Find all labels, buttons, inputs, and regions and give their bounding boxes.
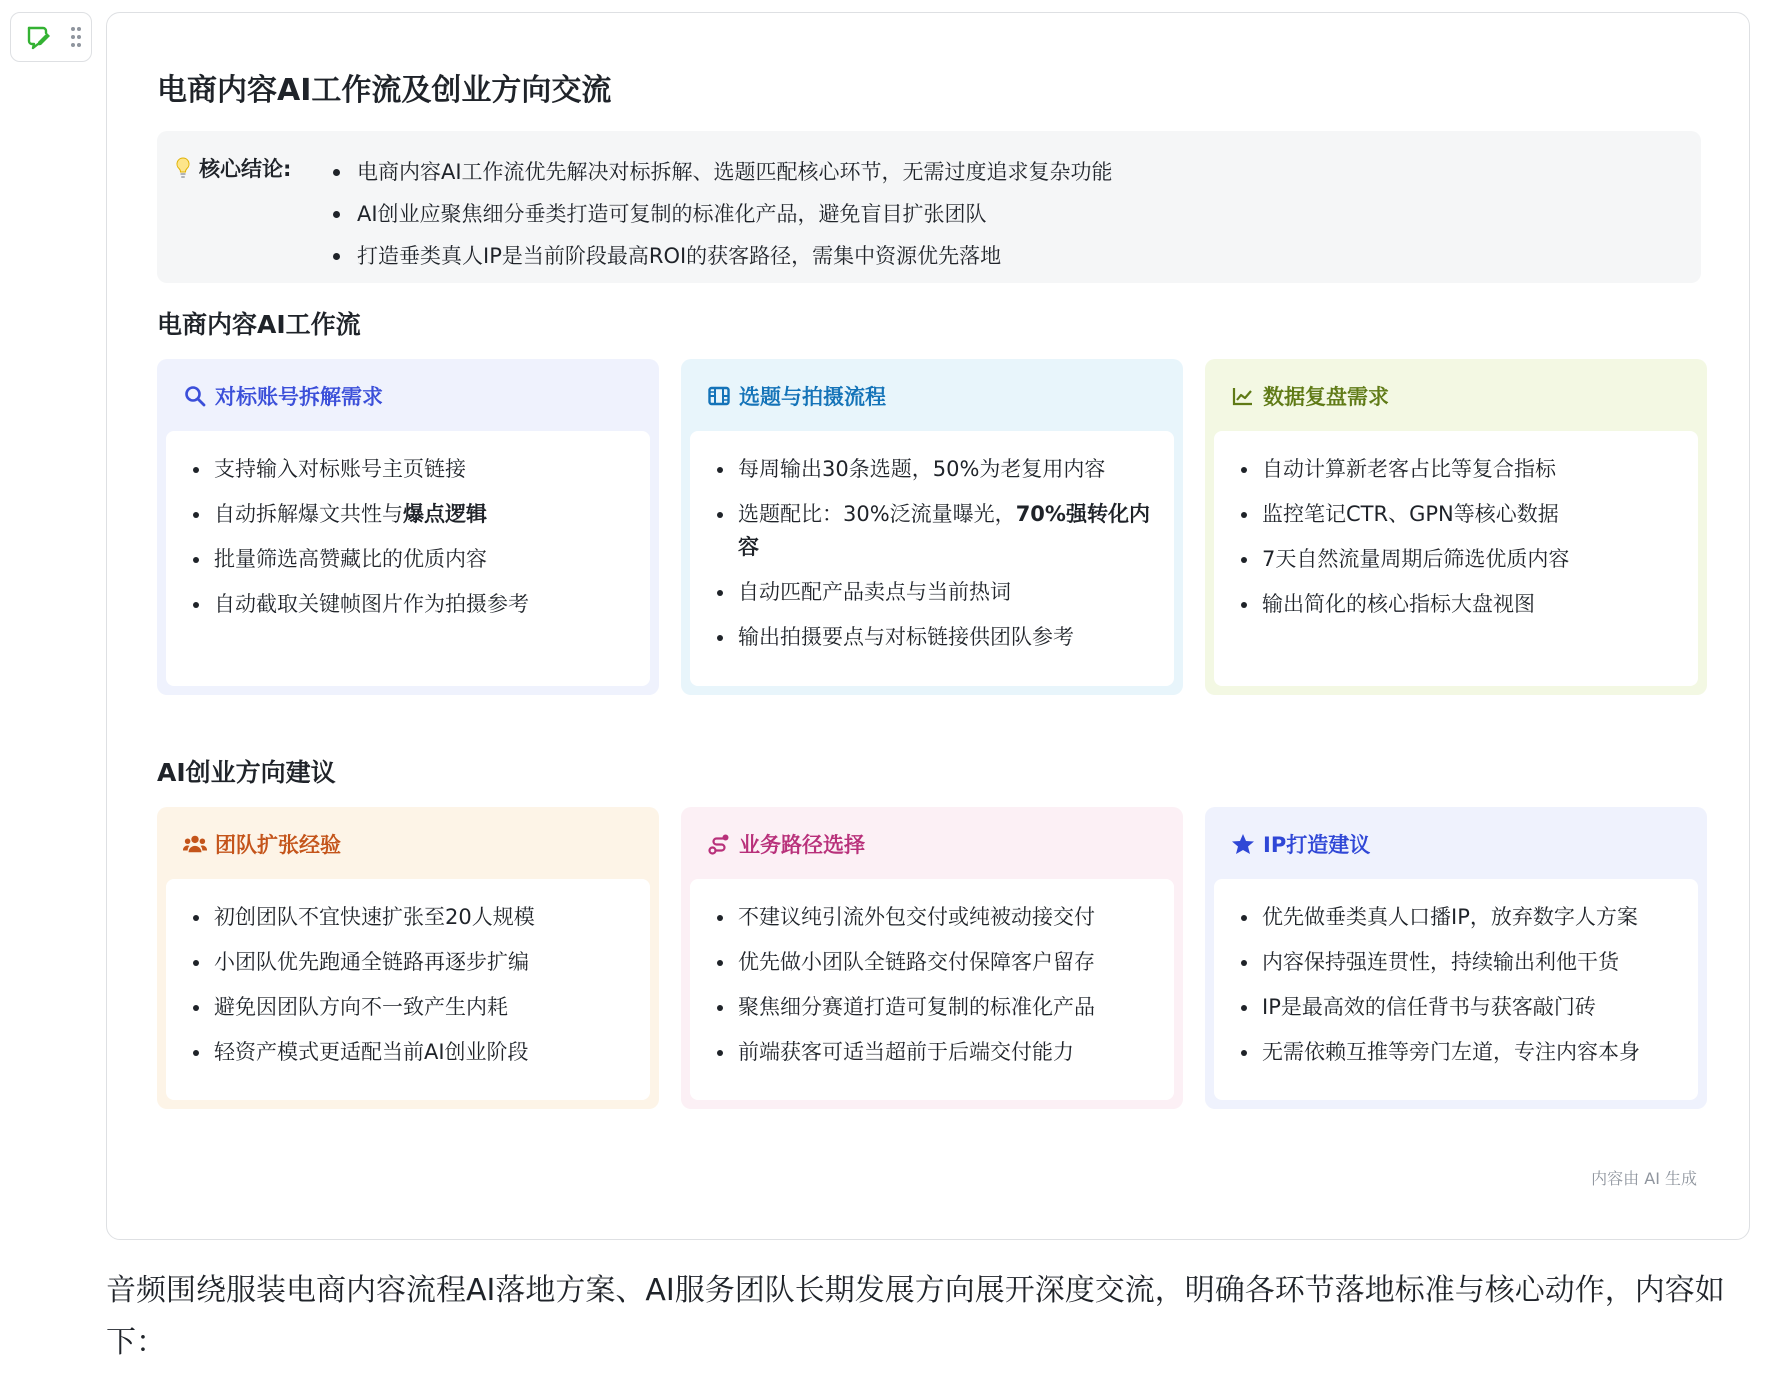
core-conclusion-label: 核心结论: bbox=[199, 157, 292, 181]
drag-handle-icon[interactable] bbox=[69, 25, 83, 49]
list-item: 无需依赖互推等旁门左道，专注内容本身 bbox=[1214, 1036, 1698, 1069]
list-item: 自动截取关键帧图片作为拍摄参考 bbox=[166, 588, 650, 621]
panel-benchmark bbox=[157, 359, 659, 695]
list-item: 自动计算新老客占比等复合指标 bbox=[1214, 453, 1698, 486]
ai-generated-note: 内容由 AI 生成 bbox=[1591, 1169, 1697, 1188]
core-conclusion-list bbox=[331, 151, 1113, 277]
section-title-startup: AI创业方向建议 bbox=[157, 758, 336, 787]
users-icon bbox=[183, 832, 207, 856]
list-item: 优先做垂类真人口播IP，放弃数字人方案 bbox=[1214, 901, 1698, 934]
body-paragraph: 音频围绕服装电商内容流程AI落地方案、AI服务团队长期发展方向展开深度交流，明确各环节落地标准与核心动作，内容如下： bbox=[106, 1273, 1725, 1360]
list-item: 前端获客可适当超前于后端交付能力 bbox=[690, 1036, 1174, 1069]
panel-title: 数据复盘需求 bbox=[1263, 385, 1389, 409]
list-item: 7天自然流量周期后筛选优质内容 bbox=[1214, 543, 1698, 576]
route-icon bbox=[707, 832, 731, 856]
list-item: 不建议纯引流外包交付或纯被动接交付 bbox=[690, 901, 1174, 934]
list-item: IP是最高效的信任背书与获客敲门砖 bbox=[1214, 991, 1698, 1024]
list-item: 聚焦细分赛道打造可复制的标准化产品 bbox=[690, 991, 1174, 1024]
list-item: 优先做小团队全链路交付保障客户留存 bbox=[690, 946, 1174, 979]
line-chart-icon bbox=[1231, 384, 1255, 408]
list-item: 打造垂类真人IP是当前阶段最高ROI的获客路径，需集中资源优先落地 bbox=[331, 235, 1113, 277]
list-item: 自动拆解爆文共性与爆点逻辑 bbox=[166, 498, 650, 531]
list-item: 每周输出30条选题，50%为老复用内容 bbox=[690, 453, 1174, 486]
list-item: 电商内容AI工作流优先解决对标拆解、选题匹配核心环节，无需过度追求复杂功能 bbox=[331, 151, 1113, 193]
panel-title: 业务路径选择 bbox=[739, 833, 865, 857]
lightbulb-icon bbox=[175, 155, 195, 181]
block-toolbar bbox=[10, 12, 92, 62]
list-item: 批量筛选高赞藏比的优质内容 bbox=[166, 543, 650, 576]
section-title-workflow: 电商内容AI工作流 bbox=[157, 310, 361, 339]
card-title: 电商内容AI工作流及创业方向交流 bbox=[157, 73, 612, 108]
search-icon bbox=[183, 384, 207, 408]
panel-title: IP打造建议 bbox=[1263, 833, 1371, 857]
star-icon bbox=[1231, 832, 1255, 856]
panel-ip-building bbox=[1205, 807, 1707, 1109]
list-item: 支持输入对标账号主页链接 bbox=[166, 453, 650, 486]
panel-title: 团队扩张经验 bbox=[215, 833, 341, 857]
panel-title: 对标账号拆解需求 bbox=[215, 385, 383, 409]
list-item: 输出拍摄要点与对标链接供团队参考 bbox=[690, 621, 1174, 654]
list-item: AI创业应聚焦细分垂类打造可复制的标准化产品，避免盲目扩张团队 bbox=[331, 193, 1113, 235]
film-icon bbox=[707, 384, 731, 408]
list-item: 输出简化的核心指标大盘视图 bbox=[1214, 588, 1698, 621]
list-item: 小团队优先跑通全链路再逐步扩编 bbox=[166, 946, 650, 979]
panel-topic-shooting bbox=[681, 359, 1183, 695]
list-item: 自动匹配产品卖点与当前热词 bbox=[690, 576, 1174, 609]
list-item: 监控笔记CTR、GPN等核心数据 bbox=[1214, 498, 1698, 531]
ai-summary-card bbox=[106, 12, 1750, 1240]
ai-edit-icon[interactable] bbox=[23, 21, 55, 53]
list-item: 避免因团队方向不一致产生内耗 bbox=[166, 991, 650, 1024]
list-item: 初创团队不宜快速扩张至20人规模 bbox=[166, 901, 650, 934]
panel-title: 选题与拍摄流程 bbox=[739, 385, 886, 409]
panel-business-path bbox=[681, 807, 1183, 1109]
core-conclusion-box bbox=[157, 131, 1701, 283]
panel-team-expansion bbox=[157, 807, 659, 1109]
list-item: 轻资产模式更适配当前AI创业阶段 bbox=[166, 1036, 650, 1069]
list-item: 内容保持强连贯性，持续输出利他干货 bbox=[1214, 946, 1698, 979]
list-item: 选题配比：30%泛流量曝光，70%强转化内容 bbox=[690, 498, 1174, 564]
panel-data-review bbox=[1205, 359, 1707, 695]
